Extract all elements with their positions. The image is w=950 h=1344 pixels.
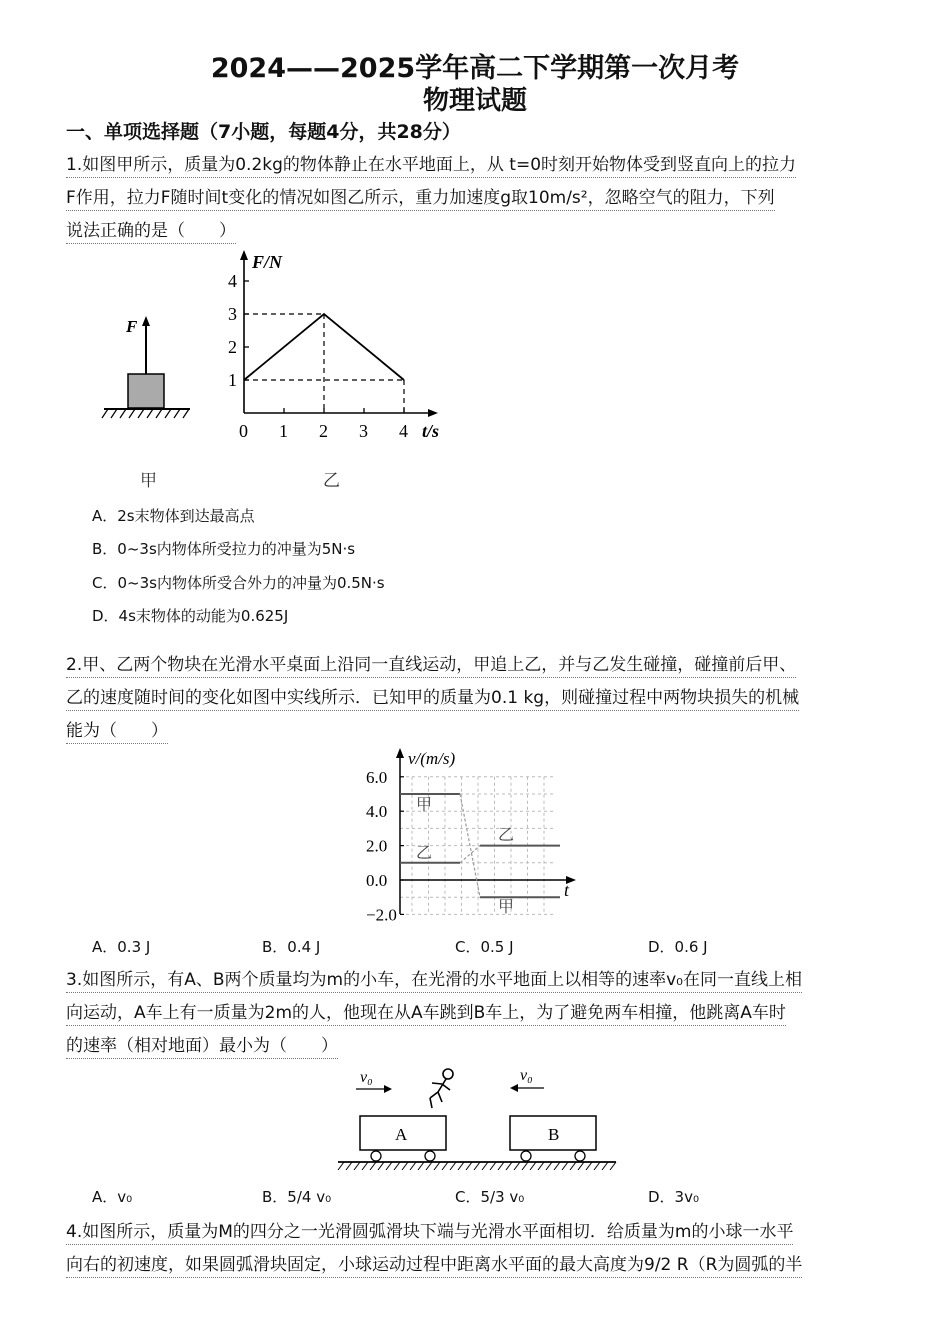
- cart-a-velocity-arrowhead: [384, 1085, 392, 1093]
- q1-y-tick-label: 4: [228, 271, 237, 291]
- q3-option-b[interactable]: B．5/4 v₀: [262, 1188, 332, 1206]
- q1-option-b[interactable]: B．0~3s内物体所受拉力的冲量为5N·s: [92, 540, 356, 558]
- q1-x-tick-label: 3: [359, 421, 368, 441]
- q3-hatch-line: [458, 1162, 464, 1170]
- q3-hatch-line: [538, 1162, 544, 1170]
- q1-line-3: 说法正确的是（ ）: [66, 219, 236, 244]
- q3-hatch-line: [410, 1162, 416, 1170]
- q3-hatch-line: [498, 1162, 504, 1170]
- q1-ticks: [228, 271, 408, 441]
- q3-hatch-line: [602, 1162, 608, 1170]
- cart-b-wheel: [575, 1151, 585, 1161]
- figure-yi-caption: 乙: [323, 471, 340, 491]
- q3-hatch-line: [450, 1162, 456, 1170]
- q3-carts-figure: [330, 1062, 625, 1177]
- section-heading: 一、单项选择题（7小题，每题4分，共28分）: [66, 121, 461, 143]
- cart-a-wheel: [371, 1151, 381, 1161]
- q2-y-tick-label: 4.0: [366, 802, 388, 822]
- q3-hatch-line: [514, 1162, 520, 1170]
- q3-hatch-line: [594, 1162, 600, 1170]
- q3-line-3: 的速率（相对地面）最小为（ ）: [66, 1034, 338, 1059]
- force-arrowhead: [142, 316, 150, 326]
- q3-hatch-line: [442, 1162, 448, 1170]
- q2-y-label: v/(m/s): [408, 749, 456, 768]
- exam-subtitle: 物理试题: [422, 86, 527, 116]
- q3-hatch-line: [562, 1162, 568, 1170]
- force-label: F: [126, 317, 138, 336]
- q3-hatch-line: [506, 1162, 512, 1170]
- q3-hatch-line: [578, 1162, 584, 1170]
- q1-y-arrowhead: [240, 250, 248, 260]
- q1-dashed-guides: [244, 314, 404, 413]
- q3-hatch-line: [554, 1162, 560, 1170]
- q1-x-arrowhead: [428, 409, 438, 417]
- q2-ticks: [366, 768, 404, 924]
- q2-y-tick-label: 2.0: [366, 836, 388, 856]
- q3-option-c[interactable]: C．5/3 v₀: [455, 1188, 525, 1206]
- q3-ground-hatching: [338, 1162, 616, 1170]
- q3-hatch-line: [402, 1162, 408, 1170]
- q4-line-2: 向右的初速度，如果圆弧滑块固定，小球运动过程中距离水平面的最大高度为9/2 R（R为圆弧的半: [66, 1253, 802, 1278]
- ground-hatching: [102, 409, 189, 418]
- q1-y-tick-label: 2: [228, 337, 237, 357]
- q4-line-1: 4.如图所示，质量为M的四分之一光滑圆弧滑块下端与光滑水平面相切．给质量为m的小球一水平: [66, 1220, 793, 1245]
- q1-option-d[interactable]: D．4s末物体的动能为0.625J: [92, 607, 289, 625]
- q1-option-c[interactable]: C．0~3s内物体所受合外力的冲量为0.5N·s: [92, 574, 385, 592]
- q1-y-tick-label: 1: [228, 370, 237, 390]
- q3-line-1: 3.如图所示，有A、B两个质量均为m的小车，在光滑的水平地面上以相等的速率v₀在同一直线上相: [66, 968, 802, 993]
- q2-line-3: 能为（ ）: [66, 719, 168, 744]
- q1-y-tick-label: 3: [228, 304, 237, 324]
- q3-hatch-line: [354, 1162, 360, 1170]
- q2-label-yi-after: 乙: [498, 827, 515, 844]
- q2-label-yi-before: 乙: [416, 845, 433, 862]
- q3-hatch-line: [586, 1162, 592, 1170]
- cart-a-wheel: [425, 1151, 435, 1161]
- q1-x-tick-label: 2: [319, 421, 328, 441]
- q2-label-jia-after: 甲: [498, 899, 515, 916]
- q1-line-2: F作用，拉力F随时间t变化的情况如图乙所示，重力加速度g取10m/s²，忽略空气的阻力，下列: [66, 186, 775, 211]
- q1-option-a[interactable]: A．2s末物体到达最高点: [92, 507, 255, 525]
- q2-x-label: t: [564, 880, 570, 900]
- q1-x-tick-label: 0: [239, 421, 248, 441]
- q3-hatch-line: [386, 1162, 392, 1170]
- cart-a-velocity-label: v₀: [360, 1069, 373, 1086]
- q3-hatch-line: [426, 1162, 432, 1170]
- q1-force-time-chart: [222, 248, 454, 448]
- q3-hatch-line: [466, 1162, 472, 1170]
- q3-hatch-line: [418, 1162, 424, 1170]
- cart-a-label: A: [395, 1125, 408, 1144]
- q2-option-b[interactable]: B．0.4 J: [262, 938, 321, 956]
- q3-hatch-line: [394, 1162, 400, 1170]
- cart-b-wheel: [521, 1151, 531, 1161]
- q2-option-c[interactable]: C．0.5 J: [455, 938, 514, 956]
- q2-option-d[interactable]: D．0.6 J: [648, 938, 708, 956]
- q3-hatch-line: [370, 1162, 376, 1170]
- q1-x-tick-label: 1: [279, 421, 288, 441]
- q2-velocity-time-chart: [330, 746, 590, 924]
- q2-line-2: 乙的速度随时间的变化如图中实线所示．已知甲的质量为0.1 kg，则碰撞过程中两物块损失的机械: [66, 686, 799, 711]
- q3-option-a[interactable]: A．v₀: [92, 1188, 133, 1206]
- q3-hatch-line: [474, 1162, 480, 1170]
- q2-y-arrowhead: [396, 748, 404, 758]
- q3-hatch-line: [434, 1162, 440, 1170]
- q2-y-tick-label: −2.0: [366, 905, 397, 924]
- figure-jia-caption: 甲: [140, 471, 157, 491]
- q3-line-2: 向运动，A车上有一质量为2m的人，他现在从A车跳到B车上，为了避免两车相撞，他跳离A车时: [66, 1001, 786, 1026]
- q1-x-tick-label: 4: [399, 421, 408, 441]
- q1-block-figure: [98, 310, 198, 430]
- q1-line-1: 1.如图甲所示，质量为0.2kg的物体静止在水平地面上，从 t=0时刻开始物体受到竖直向上的拉力: [66, 153, 796, 178]
- q1-x-label: t/s: [422, 421, 440, 441]
- q3-hatch-line: [362, 1162, 368, 1170]
- q3-option-d[interactable]: D．3v₀: [648, 1188, 699, 1206]
- q1-y-label: F/N: [252, 252, 283, 272]
- q2-label-jia-before: 甲: [416, 797, 433, 814]
- q3-hatch-line: [338, 1162, 344, 1170]
- q3-hatch-line: [346, 1162, 352, 1170]
- q3-hatch-line: [522, 1162, 528, 1170]
- q2-line-1: 2.甲、乙两个物块在光滑水平桌面上沿同一直线运动，甲追上乙，并与乙发生碰撞，碰撞前后甲、: [66, 653, 796, 678]
- person-figure: [430, 1069, 453, 1108]
- q3-hatch-line: [530, 1162, 536, 1170]
- q3-hatch-line: [482, 1162, 488, 1170]
- q3-hatch-line: [490, 1162, 496, 1170]
- exam-title: 2024——2025学年高二下学期第一次月考: [210, 53, 740, 84]
- q2-y-tick-label: 0.0: [366, 871, 388, 890]
- block: [128, 374, 164, 408]
- q2-y-tick-label: 6.0: [366, 767, 388, 787]
- q2-option-a[interactable]: A．0.3 J: [92, 938, 151, 956]
- q3-hatch-line: [570, 1162, 576, 1170]
- q3-hatch-line: [378, 1162, 384, 1170]
- cart-b-velocity-arrowhead: [510, 1084, 518, 1092]
- cart-b-label: B: [548, 1125, 560, 1144]
- q3-hatch-line: [546, 1162, 552, 1170]
- q3-hatch-line: [610, 1162, 616, 1170]
- cart-b-velocity-label: v₀: [520, 1067, 533, 1084]
